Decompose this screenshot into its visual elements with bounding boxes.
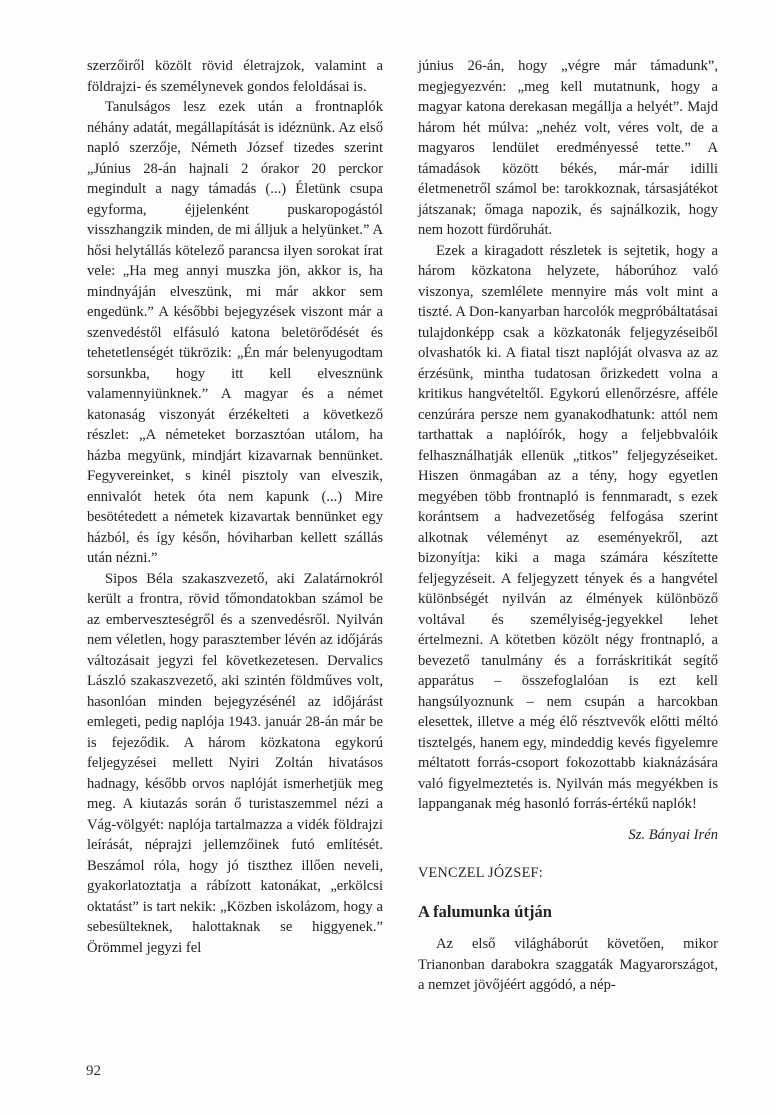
paragraph: június 26-án, hogy „végre már támadunk”, megjegyezvén: „meg kell mutatnunk, hogy a magyar katona derekasan megállja a helyét”. Majd három hét múlva: „nehéz volt, véres volt, de a magyaros lendület eredményessé tette.” A támadások között békés, már-már idilli életmenetről számol be: tarokkoznak, társasjátékot játszanak; őmaga napozik, és sajnálkozik, hogy nem hozott fürdőruhát. (418, 58, 718, 238)
paragraph: Ezek a kiragadott részletek is sejtetik, hogy a három közkatona helyzete, háborúhoz való viszonya, szemlélete mennyire más volt mint a tiszté. A Don-kanyarban harcolók megpróbáltatásai tulajdonképp csak a közkatonák feljegyzéseiből olvashatók ki. A fiatal tiszt naplóját olvasva az az érzésünk, mintha tudatosan őrizkedett volna a kritikus hangvételtől. Egykorú ellenőrzésre, afféle cenzúrára persze nem gyanakodhatunk: attól nem tarthattak a naplóírók, hogy a feljebbvalóik felhasználhatják ellenük „titkos” feljegyzéseiket. Hiszen önmagában az a tény, hogy egyetlen megyében több frontnapló is fennmaradt, s ezek korántsem a hadvezetőség felfogása szerint alkotnak véleményt az eseményekről, azt bizonyítja: kiki a maga számára készítette feljegyzéseit. A feljegyzett tények és a hangvétel különbségét nyilván az élmények különböző voltával és személyiség-jegyekkel lehet értelmezni. A kötetben közölt négy frontnapló, a bevezető tanulmány és a forráskritikát segítő apparátus – összefoglalóan is ezt kell hangsúlyoznunk – nem csupán a harcokban elesettek, illetve a még élő résztvevők előtti méltó tisztelgés, hanem egy, mindeddig kevés figyelemre méltatott forrás-csoport fokozottabb kiaknázására való figyelmeztetés is. Nyilván más megyékben is lappanganak még hasonló forrás-értékű naplók! (418, 242, 718, 812)
paragraph: Az első világháborút követően, mikor Trianonban darabokra szaggaták Magyarországot, a nemzet jövőjéért aggódó, a nép- (418, 936, 718, 993)
paragraph: szerzőiről közölt rövid életrajzok, valamint a földrajzi- és személynevek gondos feloldásai is. (87, 58, 383, 95)
article-author: VENCZEL JÓZSEF: (418, 865, 543, 881)
paragraph: Tanulságos lesz ezek után a frontnaplók néhány adatát, megállapítását is idéznünk. Az első napló szerzője, Németh József tizedes szerint „Június 28-án hajnali 2 órakor 20 perckor megindult a nagy támadás (...) Életünk csupa egyforma, éjjelenként puskaropogástól visszhangzik minden, de mi álljuk a helyünket.” A hősi helytállás kötelező parancsa ilyen sorokat írat vele: „Ha meg annyi muszka jön, akkor is, ha mindnyáján elveszünk, mi már akkor sem engedünk.” A későbbi bejegyzések viszont már a szenvedéstől elfásuló katona beletörődését és tehetetlenségét tükrözik: „Én már belenyugodtam sorsunkba, hogy itt kell elvesznünk valamennyiünknek.” A magyar és a német katonaság viszonyát érzékelteti a következő részlet: „A németeket borzasztóan utálom, ha házba megyünk, mindjárt kizavarnak bennünket. Fegyvereinket, s kinél pisztoly van elveszik, ennivalót hetek óta nem kapunk (...) Mire besötétedett a németek kizavartak bennünket egy házból, és így későn, hóviharban kellett szállás után nézni.” (87, 99, 383, 566)
review-signature: Sz. Bányai Irén (628, 826, 718, 843)
right-column (418, 56, 718, 996)
left-column (87, 56, 383, 958)
paragraph: Sipos Béla szakaszvezető, aki Zalatárnokról került a frontra, rövid tőmondatokban számol be az emberveszteségről és a szenvedésről. Nyilván nem véletlen, hogy parasztember lévén az időjárás változásait jegyzi fel következetesen. Dervalics László szakaszvezető, aki szintén földműves volt, hasonlóan minden bejegyzésénél az időjárást emlegeti, pedig naplója 1943. január 28-án már be is fejeződik. A három közkatona egykorú feljegyzései mellett Nyiri Zoltán hivatásos hadnagy, később orvos naplóját ismerhetjük meg meg. A kiutazás során ő turistaszemmel nézi a Vág-völgyét: naplója tartalmazza a vidék földrajzi leírását, néprajzi jellemzőinek futó említését. Beszámol róla, hogy jó tiszthez illően neveli, gyakorlatoztatja a rábízott katonákat, „erkölcsi oktatást” is tart nekik: „Közben iskolázom, hogy a sebesülteknek, halottaknak se higgyenek.” Örömmel jegyzi fel (87, 570, 383, 956)
article-title: A falumunka útján (418, 901, 552, 921)
page-number: 92 (86, 1063, 101, 1079)
